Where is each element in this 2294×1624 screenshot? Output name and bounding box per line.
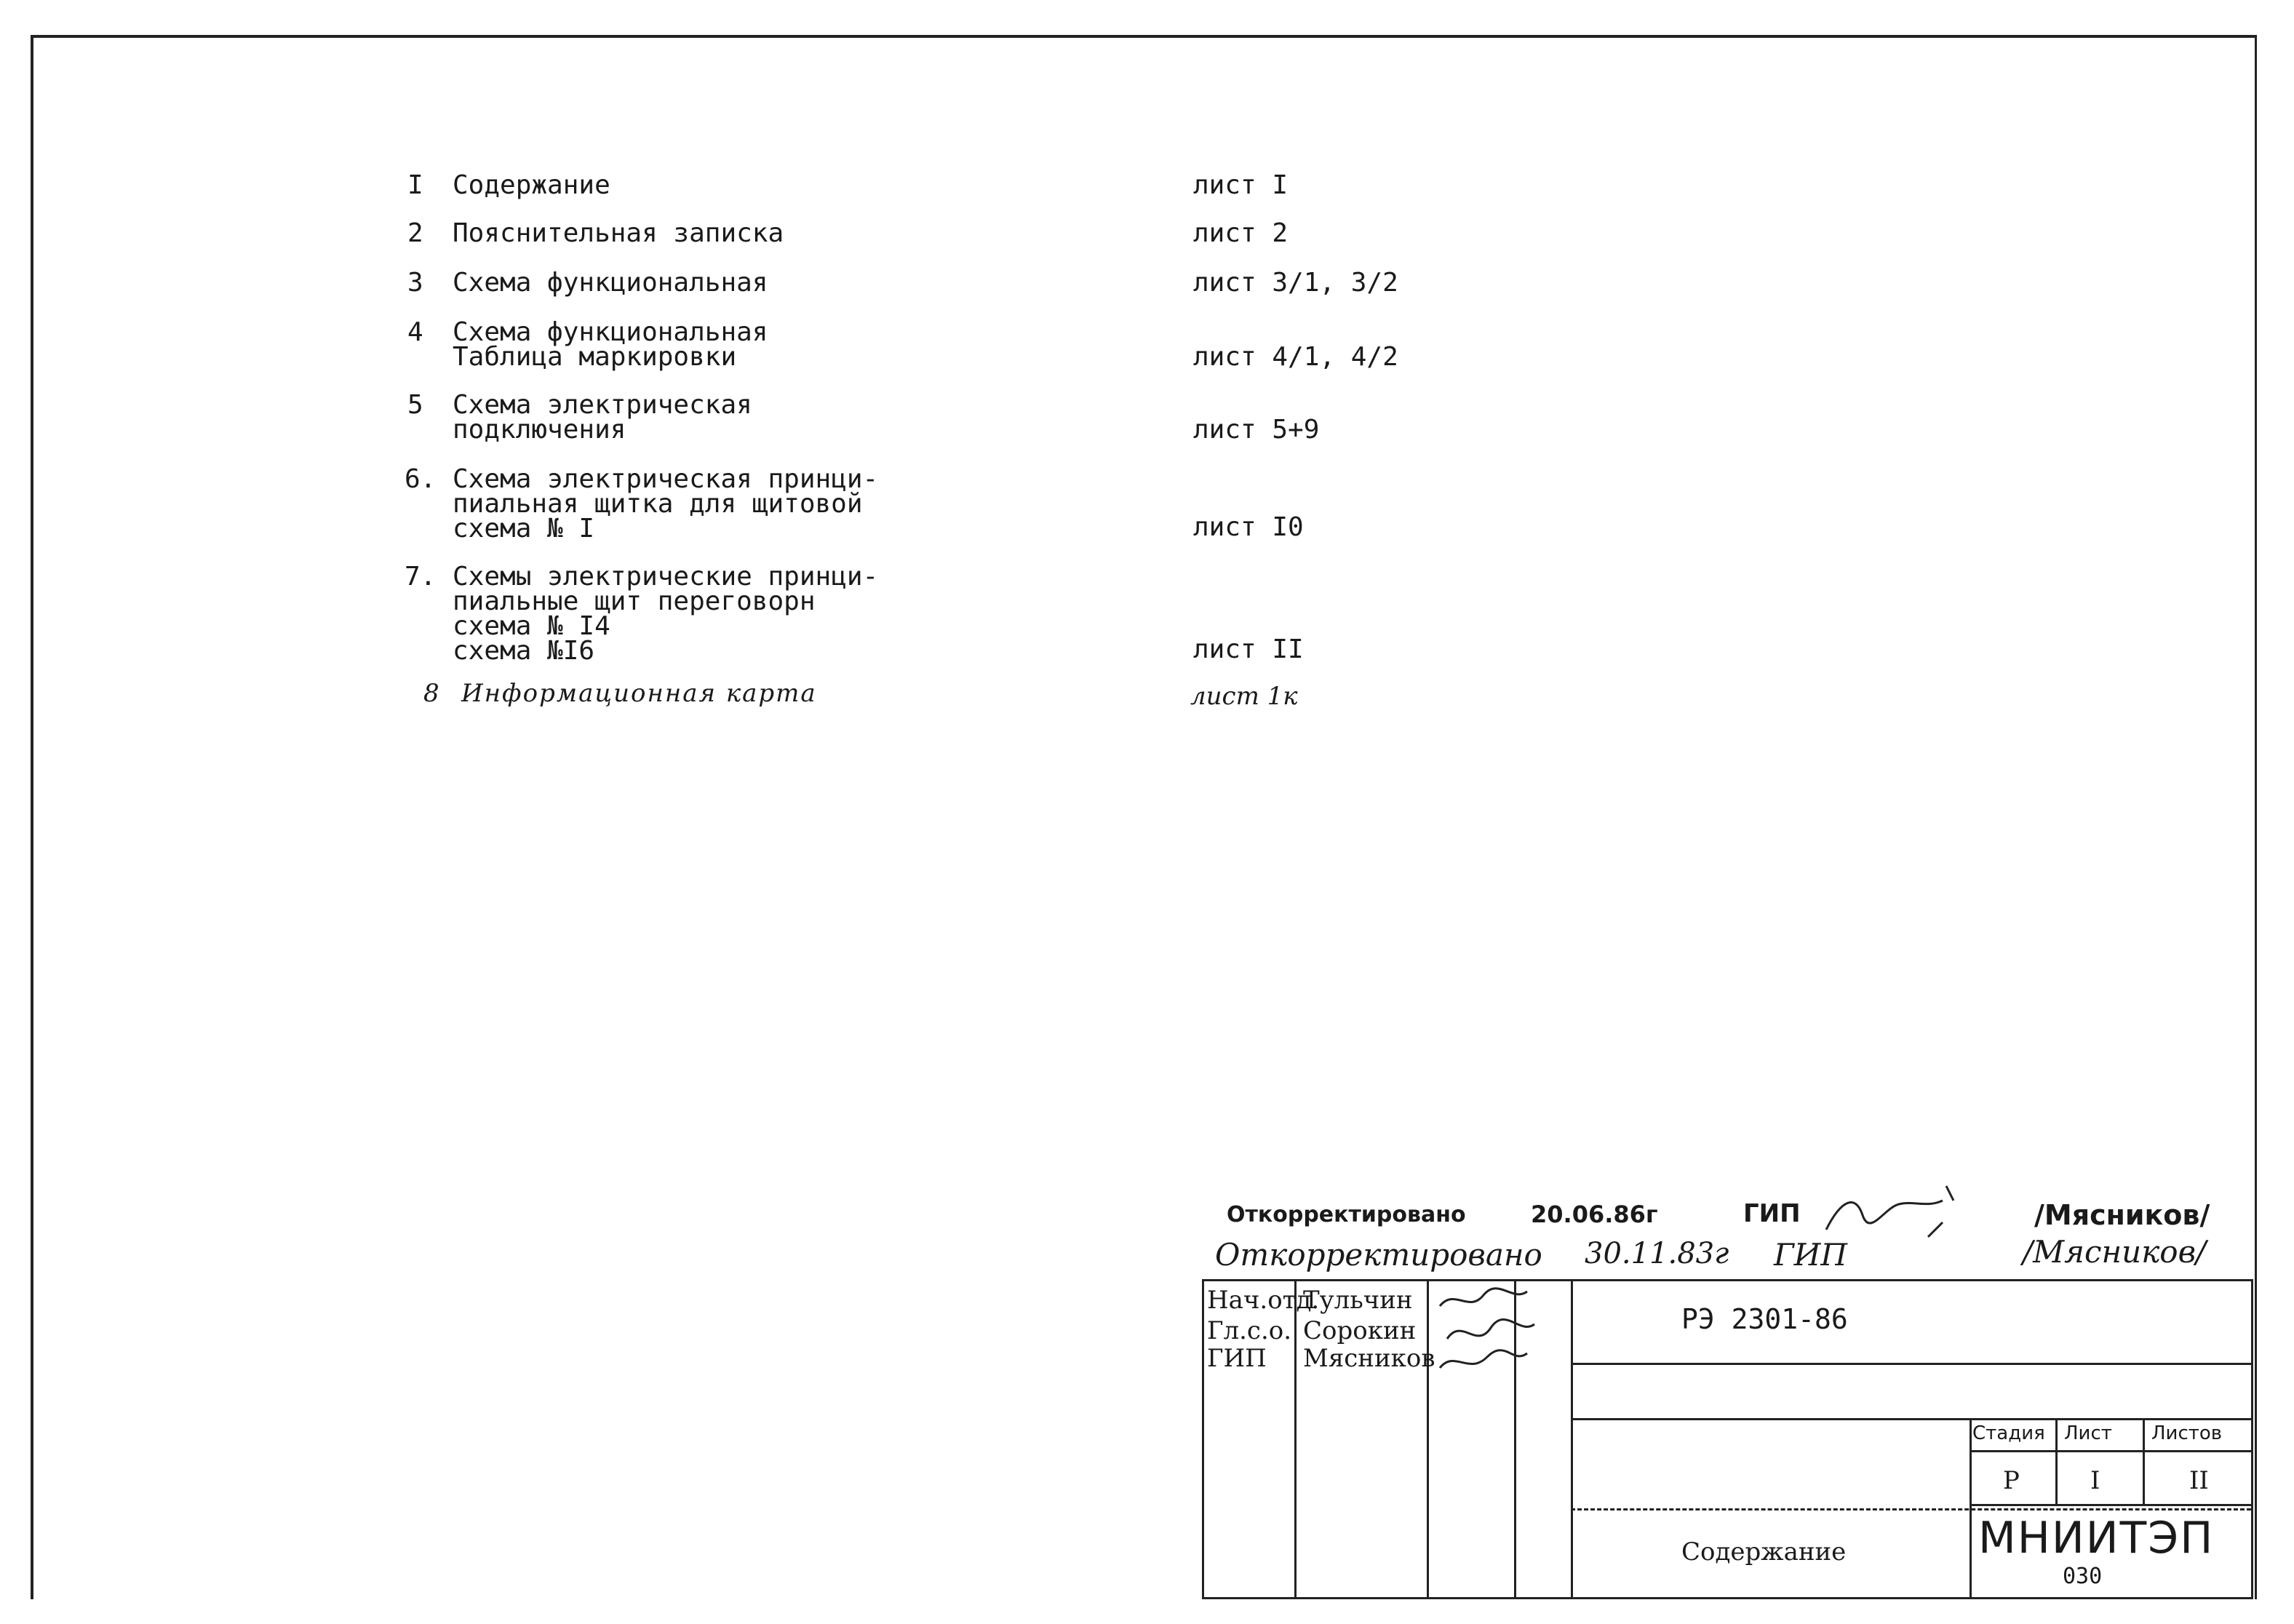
correction-name: /Мясников/ xyxy=(2034,1199,2210,1231)
header-stage: Стадия xyxy=(1972,1422,2045,1444)
item-sheet: лист I xyxy=(1193,170,1289,200)
item-number: 6. xyxy=(405,464,437,494)
name-cell: Тульчин xyxy=(1303,1286,1413,1315)
role-cell: Нач.отд. xyxy=(1207,1286,1320,1315)
item-number: 3 xyxy=(407,268,423,298)
item-title-line: подключения xyxy=(453,415,626,445)
role-cell: ГИП xyxy=(1207,1344,1267,1373)
sheets-value: II xyxy=(2189,1466,2209,1495)
organization-sub: 030 xyxy=(2063,1564,2103,1589)
correction-role: ГИП xyxy=(1743,1199,1801,1228)
document-code: РЭ 2301-86 xyxy=(1681,1303,1848,1335)
item-sheet: лист 2 xyxy=(1193,218,1289,248)
item-title: Схемы электрические принци- xyxy=(453,562,879,592)
item-title: Схема электрическая xyxy=(453,390,752,420)
item-number: 5 xyxy=(407,390,423,420)
item-sheet: лист 4/1, 4/2 xyxy=(1193,342,1398,372)
header-sheet: Лист xyxy=(2064,1422,2112,1444)
signature-initials xyxy=(1433,1284,1542,1379)
item-title: Информационная карта xyxy=(461,679,817,708)
correction-date: 30.11.83г xyxy=(1585,1237,1729,1270)
item-sheet: лист 5+9 xyxy=(1193,415,1320,445)
item-title: Схема функциональная xyxy=(453,317,768,347)
item-sheet: лист II xyxy=(1193,634,1304,664)
item-title-line: схема № I xyxy=(453,514,595,544)
name-cell: Мясников xyxy=(1303,1344,1435,1373)
item-number: 2 xyxy=(407,218,423,248)
item-title: Содержание xyxy=(453,170,610,200)
item-title: Схема функциональная xyxy=(453,268,768,298)
item-title-line: схема № I4 xyxy=(453,611,610,641)
item-title-line: Таблица маркировки xyxy=(453,342,737,372)
signature-1 xyxy=(1819,1179,1979,1244)
item-number: I xyxy=(407,170,423,200)
stage-value: Р xyxy=(2003,1466,2020,1495)
item-sheet: лист I0 xyxy=(1193,512,1304,542)
correction-name: /Мясников/ xyxy=(2023,1234,2207,1270)
item-sheet: лист 3/1, 3/2 xyxy=(1193,268,1398,298)
item-number: 4 xyxy=(407,317,423,347)
correction-date: 20.06.86г xyxy=(1531,1201,1658,1228)
name-cell: Сорокин xyxy=(1303,1316,1417,1345)
item-title: Схема электрическая принци- xyxy=(453,464,879,494)
item-title-line: пиальные щит переговорн xyxy=(453,586,816,616)
correction-role: ГИП xyxy=(1774,1237,1848,1273)
item-sheet: лист 1к xyxy=(1190,682,1298,711)
organization: МНИИТЭП xyxy=(1978,1513,2215,1564)
item-title-line: пиальная щитка для щитовой xyxy=(453,489,863,519)
correction-label: Откорректировано xyxy=(1215,1237,1542,1273)
correction-label: Откорректировано xyxy=(1227,1202,1466,1227)
role-cell: Гл.с.о. xyxy=(1207,1316,1292,1345)
sheet-title: Содержание xyxy=(1681,1537,1847,1567)
item-title: Пояснительная записка xyxy=(453,218,784,248)
item-number: 8 xyxy=(423,679,439,708)
contents-list xyxy=(0,0,2294,728)
title-block xyxy=(1202,1279,2253,1599)
sheet-value: I xyxy=(2090,1466,2100,1495)
item-number: 7. xyxy=(405,562,437,592)
header-sheets: Листов xyxy=(2151,1422,2223,1444)
item-title-line: схема №I6 xyxy=(453,636,595,666)
